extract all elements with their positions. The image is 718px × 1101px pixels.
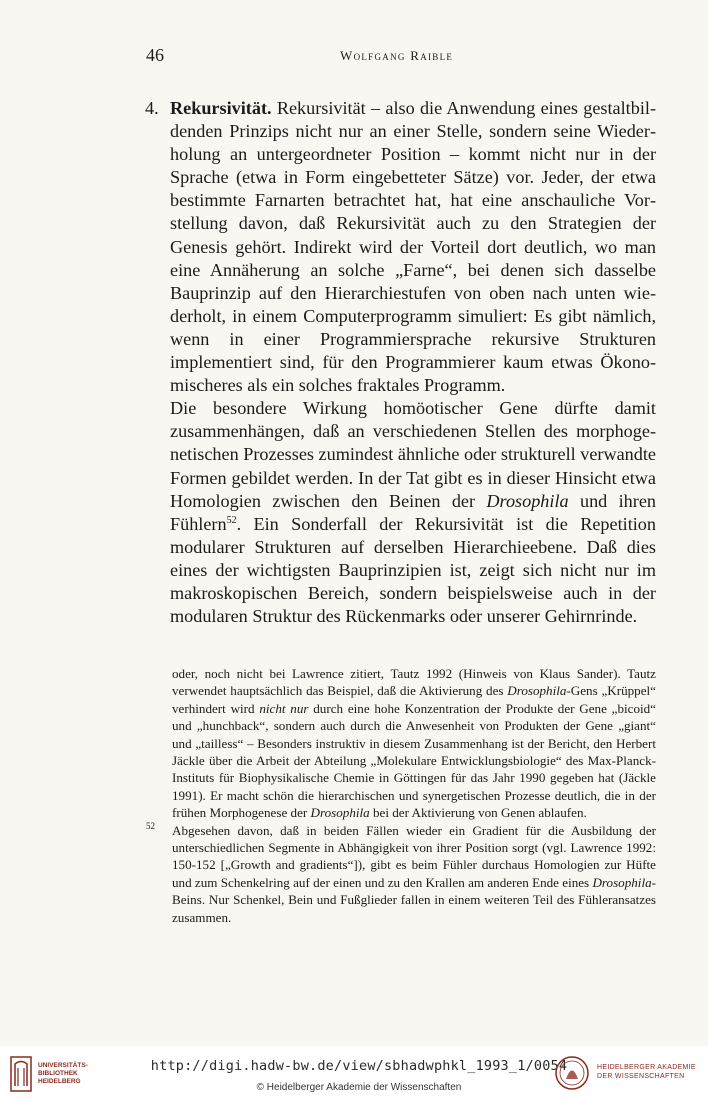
- viewer-footer: [0, 1048, 718, 1101]
- library-name-line: BIBLIOTHEK: [38, 1070, 78, 1077]
- academy-seal-icon[interactable]: [555, 1056, 589, 1090]
- library-name-line: HEIDELBERG: [38, 1078, 81, 1085]
- paragraph-text: . Ein Sonderfall der Rekursivität ist die Repetition modularer Strukturen auf derselben Hierarchieebene. Daß dies eines der wichtigsten Bauprinzipien ist, zeigt sich nicht nur im makroskopischen Bereich, sondern beispielsweise auch in der modularen Struktur des Rückenmarks oder unserer Gehirnrinde.: [170, 513, 656, 627]
- copyright-notice: © Heidelberger Akademie der Wissenschaften: [256, 1082, 462, 1093]
- paragraph-text: und ihren Fühlern: [170, 490, 656, 534]
- footnote-text: oder, noch nicht bei Lawrence zitiert, Tautz 1992 (Hinweis von Klaus Sander). Tautz verwendet hauptsächlich das Beispiel, daß die Aktivierung des: [172, 666, 656, 699]
- italic-term: Drosophila: [310, 805, 370, 821]
- library-name-line: UNIVERSITÄTS-: [38, 1062, 88, 1069]
- academy-name-line: DER WISSENSCHAFTEN: [597, 1073, 685, 1080]
- footnote-marker: 52: [146, 820, 155, 831]
- running-head-author: Wolfgang Raible: [340, 48, 454, 63]
- paragraph-recursivity: [145, 97, 656, 397]
- footnote-reference[interactable]: 52: [226, 514, 237, 526]
- academy-name: [597, 1063, 696, 1081]
- paragraph-homeotic-genes: [170, 397, 656, 628]
- footnote-text: Abgesehen davon, daß in beiden Fällen wieder ein Gradient für die Ausbildung der unterschiedlichen Segmente in Abhängigkeit von ihrer Position sorgt (vgl. Lawrence 1992: 150-152 [„Growth and gradients“]), gibt es beim Fühler durchaus Homologien zur Hüfte und zum Schenkelring auf der einen und zu den Krallen am anderen Ende eines: [172, 822, 656, 890]
- document-url-link[interactable]: http://digi.hadw-bw.de/view/sbhadwphkl_1993_1/0054: [150, 1058, 568, 1074]
- page-header: [146, 45, 666, 65]
- paragraph-text: Die besondere Wirkung homöotischer Gene dürfte damit zusammenhängen, daß an verschiedenen Stellen des morphogenetischen Prozesses zumindest ähnliche oder strukturell verwandte Formen gebildet werden. In der Tat gibt es in dieser Hinsicht etwa Homologien zwischen den Beinen der: [170, 398, 656, 511]
- footnote-continued: [172, 665, 656, 822]
- footnote-text: -Beins. Nur Schenkel, Bein und Fußglieder fallen in einem weiteren Teil des Fühleransatzes zusammen.: [172, 874, 656, 925]
- italic-term: Drosophila: [486, 490, 569, 511]
- footnotes: [146, 665, 656, 926]
- academy-name-line: HEIDELBERGER AKADEMIE: [597, 1064, 696, 1071]
- italic-term: Drosophila: [592, 874, 652, 890]
- footnote-52: [146, 820, 656, 926]
- footnote-text: bei der Aktivierung von Genen ablaufen.: [369, 805, 587, 821]
- italic-term: Drosophila: [507, 683, 567, 699]
- section-heading: Rekursivität.: [170, 98, 272, 118]
- list-number: 4.: [145, 98, 159, 118]
- paragraph-text: Rekursivität – also die Anwendung eines gestaltbildenden Prinzips nicht nur an einer Stelle, sondern seine Wiederholung an untergeordneter Position – kommt nicht nur in der Sprache (etwa in Form eingebetteter Sätze) vor. Jeder, der etwa bestimmte Farnarten betrachtet hat, hat eine anschauliche Vorstellung davon, daß Rekursivität auch zu den Strategien der Genesis gehört. Indirekt wird der Vorteil dort deutlich, wo man eine Annäherung an solche „Farne“, bei denen sich dasselbe Bauprinzip auf den Hierarchiestufen von oben nach unten wiederholt, in einem Computerprogramm simuliert: Es gibt nämlich, wenn in einer Programmiersprache rekursive Strukturen implementiert sind, für den Programmierer kaum etwas Ökonomischeres als ein solches fraktales Programm.: [170, 98, 656, 396]
- italic-term: nicht nur: [259, 700, 309, 716]
- page-number: 46: [146, 45, 164, 65]
- footnote-text: durch eine hohe Konzentration der Produkte der Gene „bicoid“ und „hunchback“, sondern auch durch die Anwesenheit von Produkten der Gene „giant“ und „tailless“ – Besonders instruktiv in diesem Zusammenhang ist der Bericht, den Herbert Jäckle über die Arbeit der Abteilung „Molekulare Entwicklungsbiologie“ des Max-Planck-Instituts für Biophysikalische Chemie in Göttingen für das Jahr 1990 gegeben hat (Jäckle 1991). Er macht schön die hierarchischen und synergetischen Prozesse deutlich, die in der frühen Morphogenese der: [172, 700, 656, 821]
- main-text: [145, 97, 656, 628]
- footnote-text: -Gens „Krüppel“ verhindert wird: [172, 683, 656, 716]
